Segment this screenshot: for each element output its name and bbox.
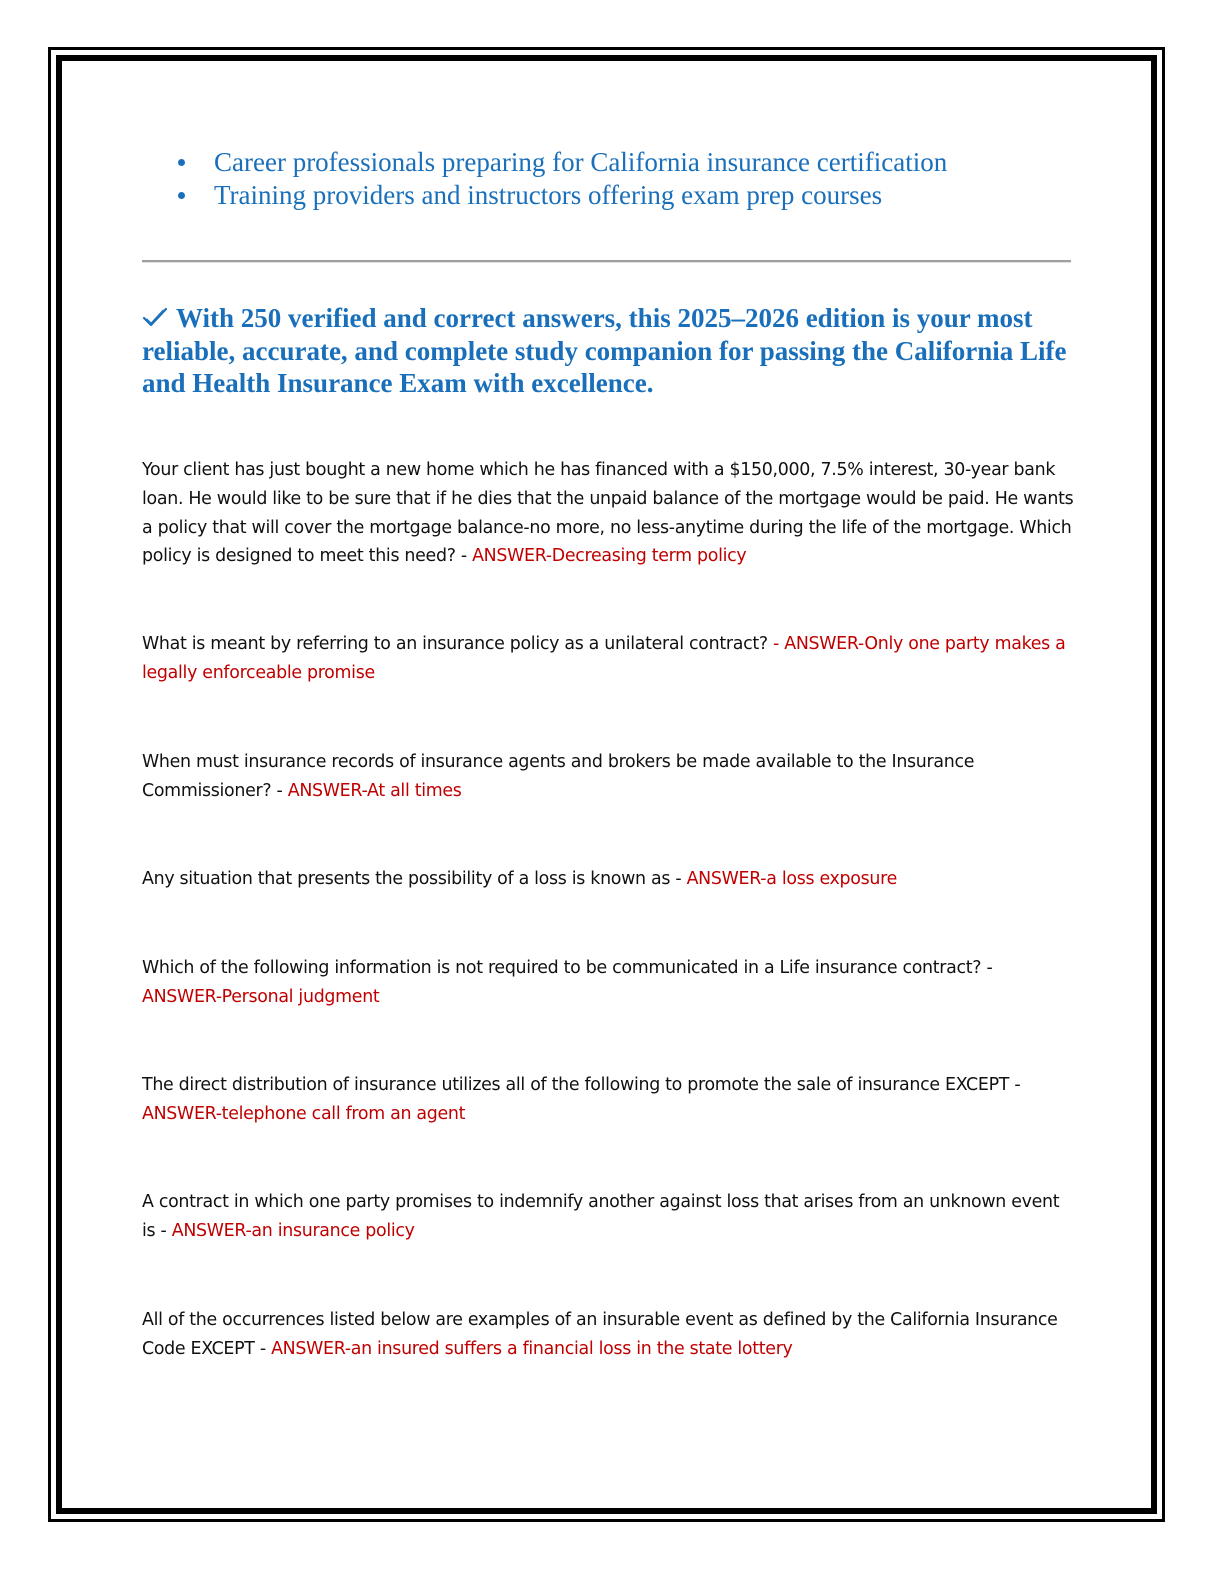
answer-text: ANSWER-an insurance policy xyxy=(171,1220,415,1241)
answer-text: ANSWER-Decreasing term policy xyxy=(472,546,747,567)
qa-item xyxy=(142,954,1077,1012)
question-text: All of the occurrences listed below are examples of an insurable event as defined by the California Insurance Code EXCEPT - xyxy=(142,1310,1058,1359)
answer-text: ANSWER-an insured suffers a financial loss in the state lottery xyxy=(271,1338,793,1359)
list-item-text: Training providers and instructors offering exam prep courses xyxy=(214,180,883,210)
qa-item xyxy=(142,748,1077,806)
answer-text: ANSWER-Personal judgment xyxy=(142,986,380,1007)
qa-item xyxy=(142,1071,1077,1129)
headline xyxy=(142,302,1072,400)
question-text: Your client has just bought a new home which he has financed with a $150,000, 7.5% interest, 30-year bank loan. He would like to be sure that if he dies that the unpaid balance of the mortgage would be paid. He wants a policy that will cover the mortgage balance-no more, no less-anytime during the life of the mortgage. Which policy is designed to meet this need? - xyxy=(142,460,1074,567)
answer-text: - ANSWER-Only one party makes a legally enforceable promise xyxy=(142,634,1066,683)
bullet-dot-icon xyxy=(178,192,185,199)
list-item-text: Career professionals preparing for California insurance certification xyxy=(214,147,948,177)
answer-text: ANSWER-telephone call from an agent xyxy=(142,1103,466,1124)
list-item xyxy=(170,179,947,212)
question-text: Any situation that presents the possibility of a loss is known as - xyxy=(142,869,687,889)
question-text: A contract in which one party promises to indemnify another against loss that arises from an unknown event is - xyxy=(142,1192,1060,1241)
qa-item xyxy=(142,1188,1077,1246)
list-item xyxy=(170,146,947,179)
question-text: When must insurance records of insurance agents and brokers be made available to the Insurance Commissioner? - xyxy=(142,752,975,801)
check-icon xyxy=(142,306,168,328)
horizontal-divider xyxy=(142,260,1071,263)
qa-item xyxy=(142,630,1077,688)
question-text: What is meant by referring to an insurance policy as a unilateral contract? xyxy=(142,634,774,654)
question-text: Which of the following information is not required to be communicated in a Life insurance contract? - xyxy=(142,958,993,978)
audience-list xyxy=(170,146,947,212)
answer-text: ANSWER-a loss exposure xyxy=(686,869,897,889)
qa-item xyxy=(142,1306,1077,1364)
question-text: The direct distribution of insurance utilizes all of the following to promote the sale of insurance EXCEPT - xyxy=(142,1075,1021,1095)
headline-text: With 250 verified and correct answers, this 2025–2026 edition is your most reliable, accurate, and complete study companion for passing the California Life and Health Insurance Exam with excellence. xyxy=(142,303,1067,398)
answer-text: ANSWER-At all times xyxy=(287,780,462,801)
qa-item xyxy=(142,456,1077,571)
bullet-dot-icon xyxy=(178,159,185,166)
qa-item xyxy=(142,865,1077,894)
